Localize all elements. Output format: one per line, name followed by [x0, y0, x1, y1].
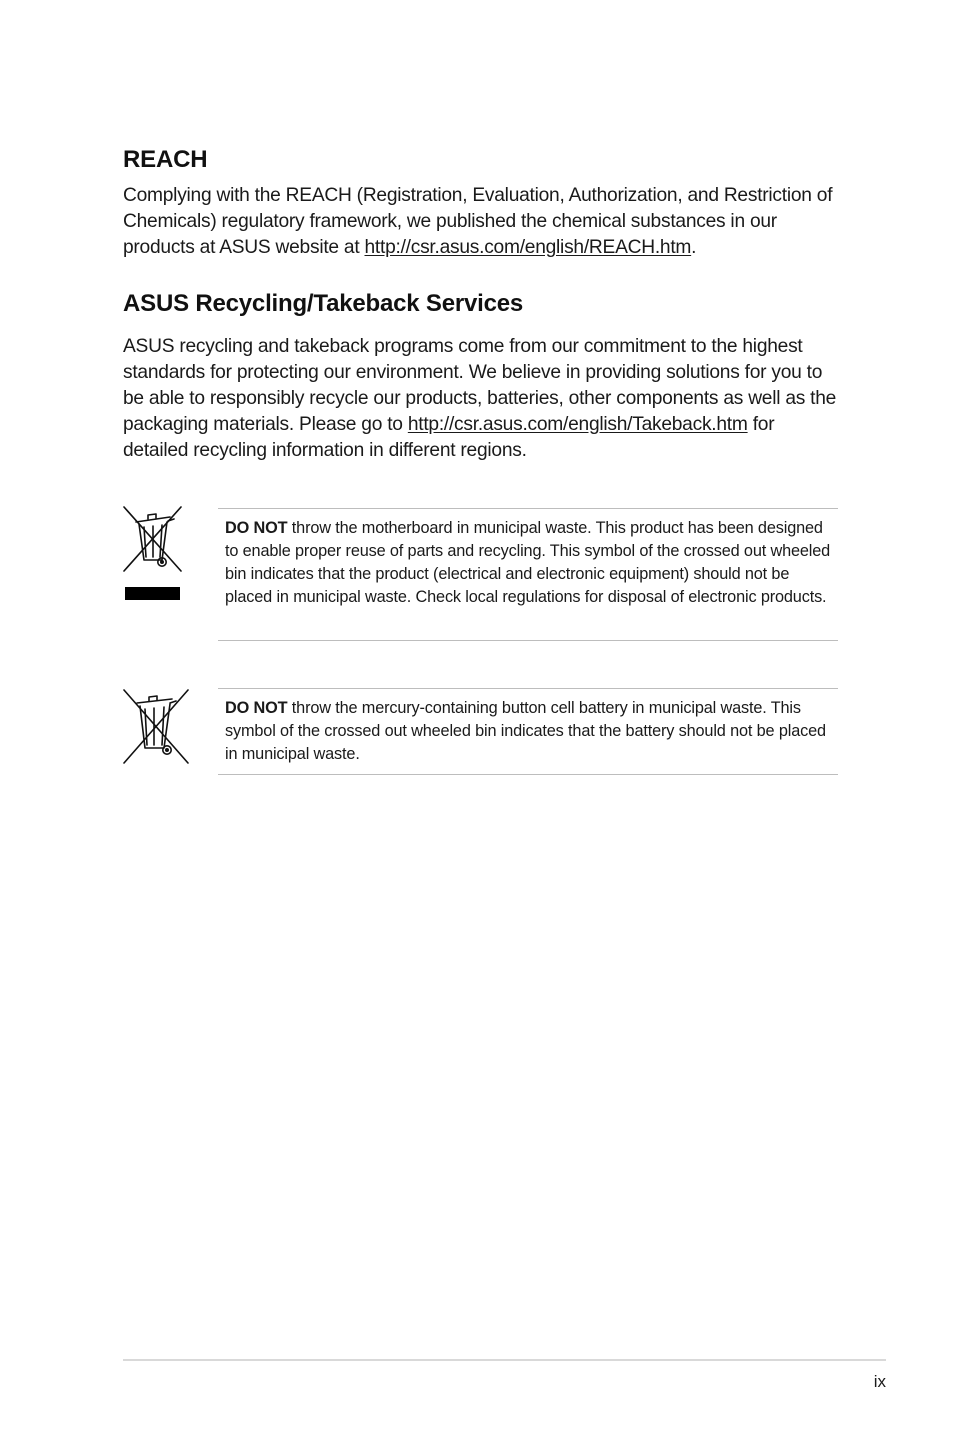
note-text	[225, 517, 838, 609]
recycling-paragraph	[123, 334, 843, 464]
crossed-out-wheeled-bin-icon	[122, 505, 184, 601]
note-emphasis: DO NOT	[225, 519, 288, 537]
note-body: throw the motherboard in municipal waste. This product has been designed to enable proper reuse of parts and recycling. This symbol of the crossed out wheeled bin indicates that the product (electrical and electronic equipment) should not be placed in municipal waste. Check local regulations for disposal of electronic products.	[225, 519, 831, 606]
note-battery-disposal	[218, 688, 838, 775]
takeback-link[interactable]: http://csr.asus.com/english/Takeback.htm	[407, 414, 748, 435]
crossed-out-wheeled-bin-icon	[122, 688, 190, 766]
reach-heading: REACH	[123, 146, 208, 173]
note-body: throw the mercury-containing button cell battery in municipal waste. This symbol of the crossed out wheeled bin indicates that the battery should not be placed in municipal waste.	[225, 699, 826, 763]
note-emphasis: DO NOT	[225, 699, 288, 717]
page-number: ix	[873, 1372, 886, 1391]
note-motherboard-disposal	[218, 508, 838, 641]
recycling-heading: ASUS Recycling/Takeback Services	[123, 290, 524, 317]
recycling-text-end: for detailed recycling information in different regions.	[123, 414, 775, 461]
reach-text-end: .	[691, 237, 697, 258]
reach-paragraph	[123, 183, 843, 261]
reach-link[interactable]: http://csr.asus.com/english/REACH.htm	[364, 237, 692, 258]
reach-text: Complying with the REACH (Registration, Evaluation, Authorization, and Restriction of Chemicals) regulatory framework, we published the chemical substances in our products at ASUS website at	[123, 185, 833, 258]
recycling-text: ASUS recycling and takeback programs come from our commitment to the highest standards for protecting our environment. We believe in providing solutions for you to be able to responsibly recycle our products, batteries, other components as well as the packaging materials. Please go to	[123, 336, 837, 435]
note-text	[225, 697, 838, 766]
footer-divider	[123, 1359, 886, 1361]
